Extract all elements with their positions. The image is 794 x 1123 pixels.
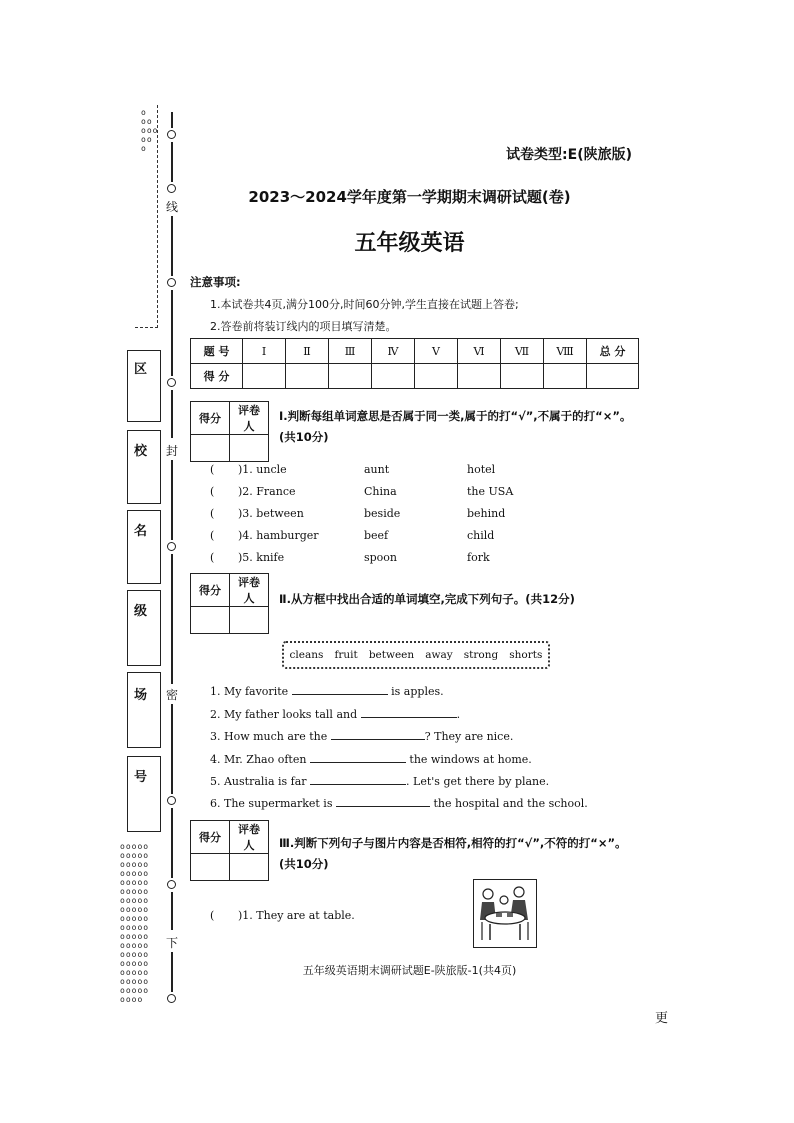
score-table-total-label: 总 分	[587, 339, 639, 364]
sentence-before: 2. My father looks tall and	[210, 708, 358, 721]
field-label-school: 校	[134, 444, 148, 459]
field-label-district: 区	[134, 362, 148, 377]
answer-blank[interactable]	[310, 752, 406, 763]
answer-blank[interactable]	[331, 729, 425, 740]
grader-score-cell[interactable]	[191, 435, 230, 462]
word-bank-word: between	[368, 649, 415, 661]
question-word: the USA	[467, 485, 514, 498]
grader-reviewer-cell[interactable]	[230, 435, 269, 462]
answer-paren[interactable]: (	[210, 485, 215, 498]
word-bank-word: cleans	[289, 649, 324, 661]
binding-line	[171, 554, 173, 684]
binding-circle	[167, 130, 176, 139]
score-table-column: Ⅰ	[243, 339, 286, 364]
question-word: hotel	[467, 463, 496, 476]
question-word: )4. hamburger	[238, 529, 319, 542]
grader-reviewer-label: 评卷人	[230, 402, 269, 435]
sentence-after: the hospital and the school.	[433, 797, 588, 810]
sentence-after: the windows at home.	[409, 753, 532, 766]
answer-paren[interactable]: (	[210, 529, 215, 542]
fill-sentence	[210, 684, 444, 698]
score-cell[interactable]	[458, 364, 501, 389]
sentence-before: 6. The supermarket is	[210, 797, 333, 810]
section-2-title: Ⅱ.从方框中找出合适的单词填空,完成下列句子。(共12分)	[279, 592, 575, 606]
section-1-title: Ⅰ.判断每组单词意思是否属于同一类,属于的打“√”,不属于的打“×”。(共10分)	[279, 409, 632, 444]
word-bank-word: strong	[463, 649, 499, 661]
sentence-before: 1. My favorite	[210, 685, 289, 698]
word-bank-word: shorts	[509, 649, 543, 661]
field-label-seat-number: 号	[134, 770, 148, 785]
binding-char: 下	[166, 936, 179, 950]
answer-blank[interactable]	[310, 774, 406, 785]
answer-blank[interactable]	[336, 796, 430, 807]
grader-score-label: 得分	[191, 574, 230, 607]
score-table-header-label: 题 号	[191, 339, 243, 364]
binding-circle	[167, 278, 176, 287]
sentence-before: 5. Australia is far	[210, 775, 307, 788]
word-bank	[282, 641, 550, 669]
score-cell[interactable]	[286, 364, 329, 389]
subject-title: 五年级英语	[354, 231, 465, 256]
sentence-after: is apples.	[391, 685, 444, 698]
answer-paren[interactable]: (	[210, 551, 215, 564]
question-word: )5. knife	[238, 551, 285, 564]
score-table-column: Ⅲ	[329, 339, 372, 364]
score-table-column: Ⅷ	[544, 339, 587, 364]
field-label-name: 名	[134, 524, 148, 539]
score-table-column: Ⅴ	[415, 339, 458, 364]
question-word: beef	[364, 529, 389, 542]
family-at-table-drawing	[474, 880, 536, 947]
grader-score-cell[interactable]	[191, 854, 230, 881]
notice-item: 1.本试卷共4页,满分100分,时间60分钟,学生直接在试题上答卷;	[210, 298, 519, 311]
fill-sentence	[210, 707, 460, 721]
page-footer: 五年级英语期末调研试题E-陕旅版-1(共4页)	[302, 964, 517, 977]
exam-title: 2023～2024学年度第一学期期末调研试题(卷)	[248, 188, 571, 206]
question-word: )1. uncle	[238, 463, 287, 476]
score-cell[interactable]	[372, 364, 415, 389]
binding-char: 密	[166, 688, 179, 702]
score-table	[190, 338, 639, 389]
answer-blank[interactable]	[361, 707, 457, 718]
grader-reviewer-cell[interactable]	[230, 854, 269, 881]
field-label-class: 级	[134, 604, 148, 619]
question-word: aunt	[364, 463, 390, 476]
binding-char: 封	[166, 444, 179, 458]
binding-line	[171, 290, 173, 376]
score-cell[interactable]	[243, 364, 286, 389]
grader-box-section-1	[190, 401, 269, 462]
fill-sentence	[210, 729, 513, 743]
dot-pattern-bottom: ooooo ooooo ooooo ooooo ooooo ooooo ooooo ooooo ooooo ooooo ooooo ooooo ooooo ooooo ooooo ooooo ooooo oooo	[120, 842, 150, 1004]
paper-type: 试卷类型:E(陕旅版)	[506, 147, 632, 163]
question-word: fork	[467, 551, 490, 564]
question-word: )2. France	[238, 485, 296, 498]
sentence-before: 3. How much are the	[210, 730, 328, 743]
grader-box-section-3	[190, 820, 269, 881]
binding-line	[171, 142, 173, 182]
question-sentence: )1. They are at table.	[238, 909, 355, 922]
question-word: spoon	[364, 551, 398, 564]
score-table-column: Ⅱ	[286, 339, 329, 364]
family-dinner-illustration	[473, 879, 537, 948]
answer-paren[interactable]: (	[210, 909, 215, 922]
question-word: China	[364, 485, 397, 498]
binding-circle	[167, 378, 176, 387]
grader-score-label: 得分	[191, 821, 230, 854]
sentence-after: .	[456, 708, 461, 721]
score-cell[interactable]	[544, 364, 587, 389]
grader-score-label: 得分	[191, 402, 230, 435]
grader-reviewer-cell[interactable]	[230, 607, 269, 634]
binding-circle	[167, 542, 176, 551]
grader-reviewer-label: 评卷人	[230, 821, 269, 854]
binding-circle	[167, 796, 176, 805]
binding-line	[171, 112, 173, 128]
dot-pattern-top: o oo ooo oo o	[141, 108, 159, 153]
word-bank-word: fruit	[334, 649, 358, 661]
question-word: child	[467, 529, 495, 542]
binding-char: 线	[166, 200, 179, 214]
question-word: beside	[364, 507, 401, 520]
answer-paren[interactable]: (	[210, 507, 215, 520]
grader-box-section-2	[190, 573, 269, 634]
fill-sentence	[210, 752, 532, 766]
score-table-score-label: 得 分	[191, 364, 243, 389]
notice-title: 注意事项:	[190, 275, 241, 289]
fill-sentence	[210, 774, 549, 788]
corner-mark: 更	[655, 1011, 669, 1026]
score-table-column: Ⅳ	[372, 339, 415, 364]
binding-line	[171, 704, 173, 794]
answer-paren[interactable]: (	[210, 463, 215, 476]
grader-reviewer-label: 评卷人	[230, 574, 269, 607]
section-3-title: Ⅲ.判断下列句子与图片内容是否相符,相符的打“√”,不符的打“×”。(共10分)	[279, 836, 627, 871]
sentence-before: 4. Mr. Zhao often	[210, 753, 307, 766]
question-word: behind	[467, 507, 506, 520]
fill-sentence	[210, 796, 588, 810]
answer-blank[interactable]	[292, 684, 388, 695]
binding-line	[171, 460, 173, 540]
word-bank-word: away	[425, 649, 453, 661]
score-cell[interactable]	[501, 364, 544, 389]
score-cell[interactable]	[415, 364, 458, 389]
score-cell[interactable]	[329, 364, 372, 389]
question-word: )3. between	[238, 507, 304, 520]
score-cell-total[interactable]	[587, 364, 639, 389]
field-label-exam-room: 场	[134, 688, 148, 703]
notice-item: 2.答卷前将装订线内的项目填写清楚。	[210, 320, 397, 333]
score-table-column: Ⅶ	[501, 339, 544, 364]
binding-line	[171, 390, 173, 438]
grader-score-cell[interactable]	[191, 607, 230, 634]
sentence-after: . Let's get there by plane.	[406, 775, 550, 788]
sentence-after: ? They are nice.	[424, 730, 514, 743]
score-table-column: Ⅵ	[458, 339, 501, 364]
